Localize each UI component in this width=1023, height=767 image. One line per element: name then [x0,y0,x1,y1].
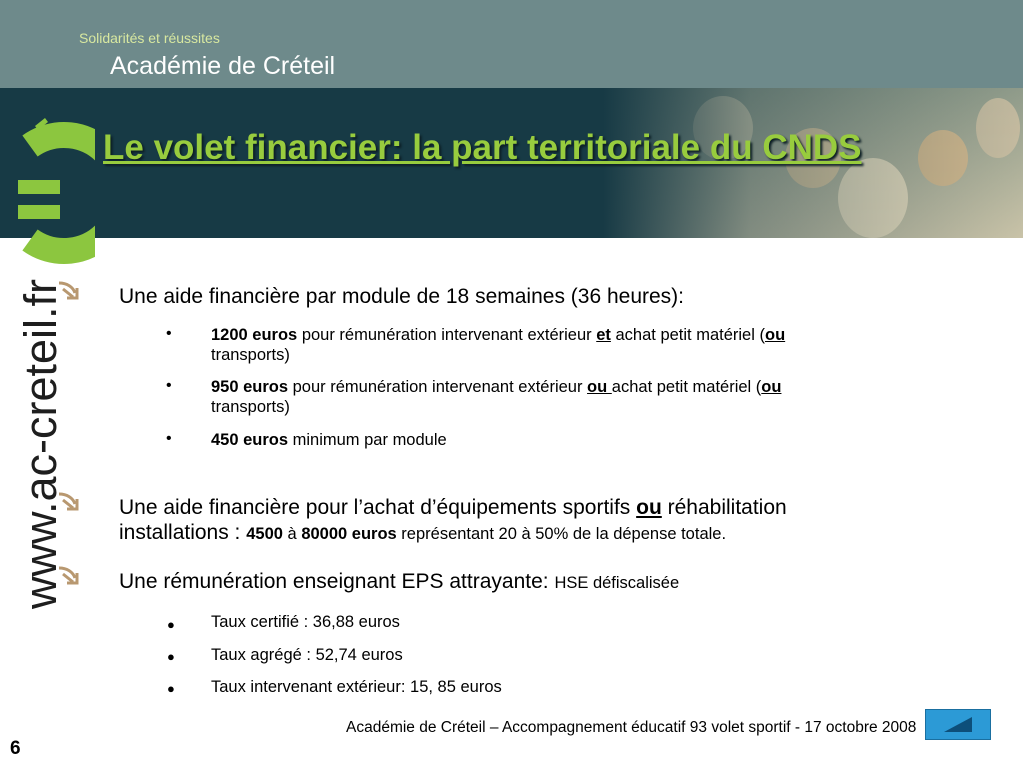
subitem-text: transports) [211,346,290,364]
item2-text [119,495,969,547]
bullet-dot: ● [167,617,175,632]
conjunction: ou [761,378,782,396]
item3-main: Une rémunération enseignant EPS attrayante: [119,570,555,593]
conjunction: ou [587,378,612,396]
item2-part: à [282,525,302,543]
amount-min: 4500 [246,525,283,543]
sidebar-url: www.ac-creteil.fr [15,278,66,610]
bullet-dot: • [166,377,172,394]
curved-arrow-bullet-icon [55,564,85,588]
item2-part: réhabilitation [661,496,787,519]
item1-text: Une aide financière par module de 18 semaines (36 heures): [119,285,685,308]
bullet-dot: • [166,325,172,342]
subitem-text: pour rémunération intervenant extérieur [288,378,588,396]
conjunction: ou [636,496,662,519]
previous-slide-button[interactable] [925,709,991,740]
item2-part: installations : [119,521,247,544]
subitem-text: transports) [211,398,290,416]
amount: 450 euros [211,431,289,449]
curved-arrow-bullet-icon [55,490,85,514]
amount: 1200 euros [211,326,298,344]
header-organization: Académie de Créteil [110,52,336,80]
subitem-text: pour rémunération intervenant extérieur [297,326,597,344]
header-subtitle: Solidarités et réussites [79,30,220,46]
amount: 950 euros [211,378,289,396]
item2-part: représentant 20 à 50% de la dépense totale. [396,525,727,543]
bullet-dot: ● [167,681,175,696]
footer-text: Académie de Créteil – Accompagnement éducatif 93 volet sportif - 17 octobre 2008 [346,719,917,736]
item1-subitem-2 [211,377,961,417]
subitem-text: achat petit matériel ( [611,378,762,396]
subitem-text: achat petit matériel ( [610,326,765,344]
rate-item: Taux certifié : 36,88 euros [211,613,400,631]
item1-subitem-1 [211,325,961,365]
conjunction: ou [764,326,786,344]
previous-slide-icon [926,710,990,739]
bullet-dot: • [166,430,172,447]
item2-part: Une aide financière pour l’achat d’équipements sportifs [119,496,637,519]
item1-subitem-3 [211,430,961,450]
rate-item: Taux agrégé : 52,74 euros [211,646,403,664]
conjunction: et [596,326,611,344]
slide-title: Le volet financier: la part territoriale du CNDS [103,128,862,167]
curved-arrow-bullet-icon [55,279,85,303]
subitem-text: minimum par module [288,431,447,449]
item3-text [119,569,679,596]
item3-small: HSE défiscalisée [554,574,680,592]
bullet-dot: ● [167,649,175,664]
rate-item: Taux intervenant extérieur: 15, 85 euros [211,678,502,696]
page-number: 6 [10,738,21,759]
amount-max: 80000 euros [301,525,397,543]
